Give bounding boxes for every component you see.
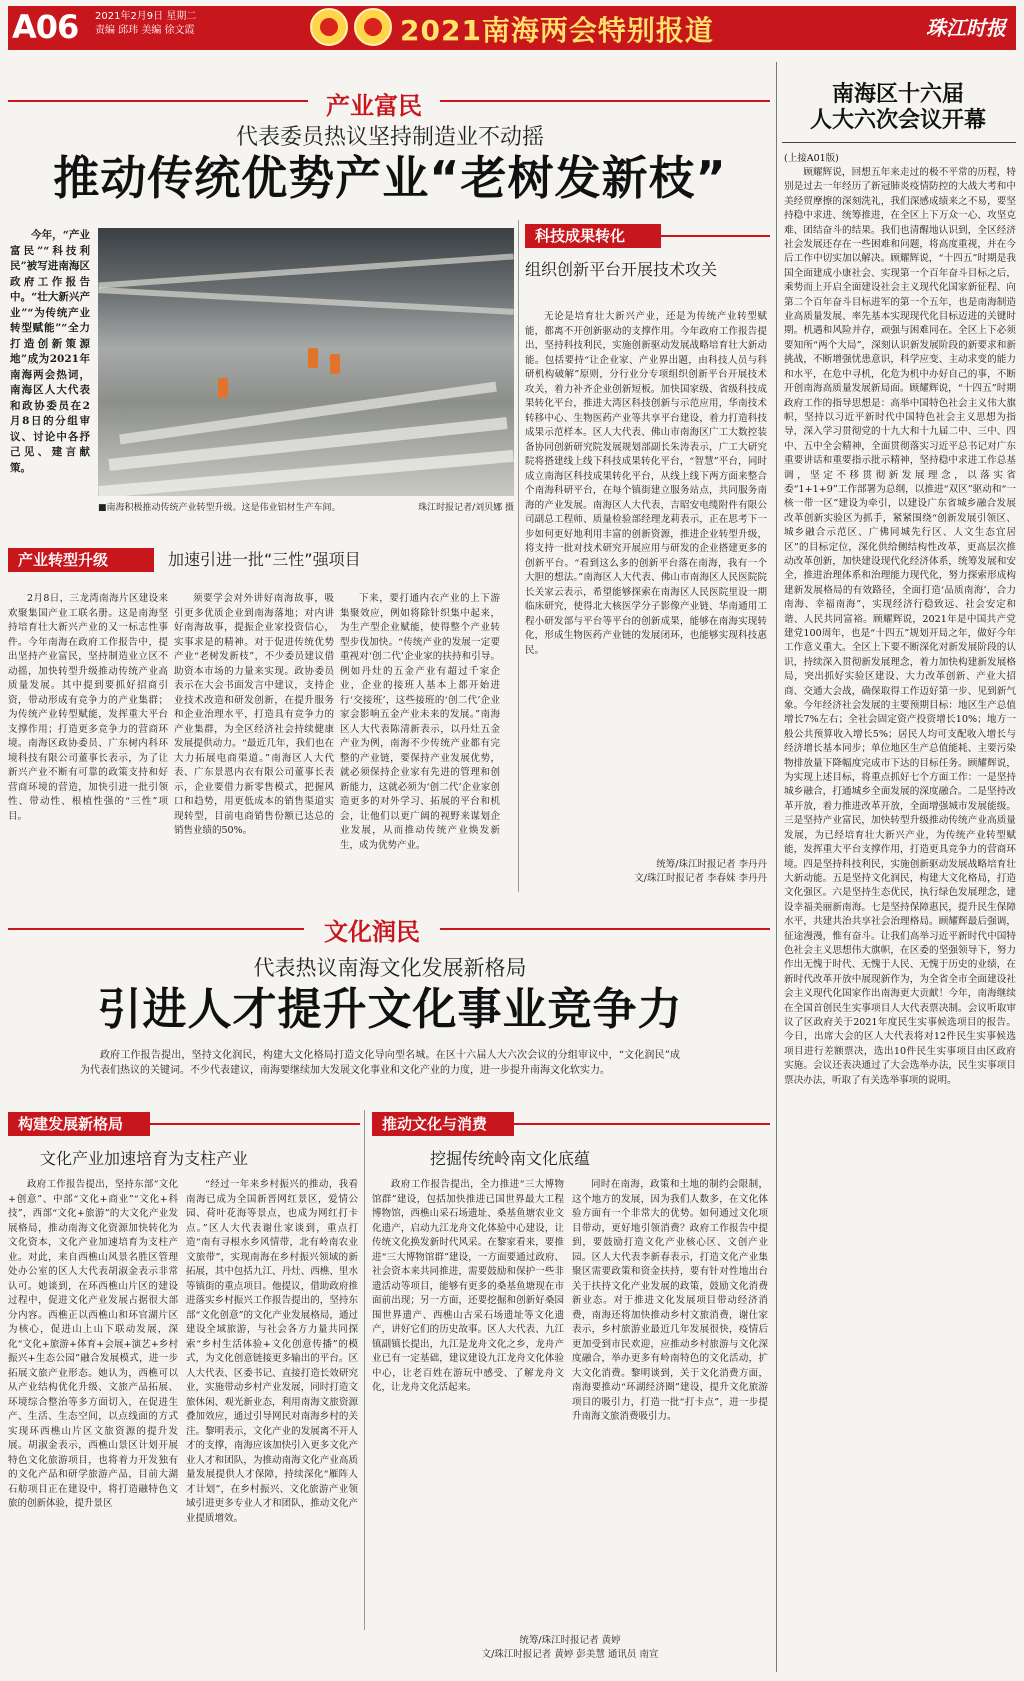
national-emblem-icon — [310, 8, 348, 46]
culture-col-2-text: “经过一年来乡村振兴的推动，我看南海已成为全国新晋网红景区，爱情公园、荷叶花海等景点，也成为网红打卡点。”区人大代表谢仕家谈到，重点打造“南有寻根水乡风情带，北有岭南农业文旅带”，实现南海在乡村振兴领域的新拓展，其中包括九江、丹灶、西樵、里水等镇街的重点项目。他提议，借助政府推进落实乡村振兴工作报告提出的，坚持东部“文化创意”的文化产业发展格局，通过建设全域旅游，与社会各方力量共同探索“乡村生活体验+文化创意传播”的模式，为文化创意链接更多输出的平台。区人大代表、区委书记、直接打造长效研究业，实施带动乡村产业发展，同时打造文旅休闲、观光新业态，利用南海文旅资源叠加效应，通过引导网民对南海乡村的关注。黎明表示，文化产业的发展离不开人才的支撑，南海应该加快引入更多文化产业人才和团队，为推动南海文化产业高质量发展提供人才保障，持续深化“雁阵人才计划”，在乡村振兴、文化旅游产业领域引进更多专业人才和团队，推动文化产业提质增效。 — [186, 1179, 358, 1524]
article2-credit: 统筹/珠江时报记者 黄婷 文/珠江时报记者 黄婷 彭美慧 通讯员 南宣 — [481, 1635, 659, 1660]
culture-col-1-text: 政府工作报告提出，坚持东部“文化+创意”、中部“文化+商业”“文化+科技”，西部“文化+旅游”的大文化产业发展格局，推动南海文化资源加快转化为文化资本，文化产业加速培育为支柱产业。对此，来自西樵山风景名胜区管理处办公室的区人大代表胡淑金表示非常认可。她谈到，在环西樵山片区的建设过程中，促进文化产业发展占据很大部分内容。西樵正以西樵山和环官湖片区为核心，促进山上山下联动发展，深化“文化+旅游+体育+会展+演艺+乡村振兴+生态公园”融合发展模式，进一步拓展文旅产业形态。她认为，西樵可以从产业结构优化升级、文旅产品拓展、环境综合整治等多方面切入，在促进生产、生活、生态空间，以点线面的方式实现环西樵山片区文旅资源的提升发展。胡淑金表示，西樵山景区计划开展特色文化旅游项目，也将着力开发独有的文化产品和研学旅游产品，目前大湖石舫项目正在建设中，将打造融特色文旅的创新体验，提升景区 — [8, 1179, 178, 1509]
section-title-pattern: 文化产业加速培育为支柱产业 — [40, 1149, 249, 1168]
page-header — [0, 0, 1024, 54]
section-label-consumption: 推动文化与消费 — [372, 1112, 514, 1136]
page-number: A06 — [12, 8, 79, 46]
culture-col-3 — [372, 1178, 564, 1618]
kicker-rule-right — [440, 100, 770, 102]
industry-col-3-text: 下来，要打通内衣产业的上下游集聚效应，例如将除针织集中起来，为生产型企业赋能，使得整个产业转型步伐加快。“传统产业的发展一定要重视对‘创二代’企业家的扶持和引导。例如丹灶的五金产业有超过千家企业，企业的接班人基本上都开始进行‘交接班’，这些接班的‘创二代’企业家会影响五金产业未来的发展。”南海区人大代表陈清新表示，以丹灶五金产业为例，南海不少传统产业都有完整的产业链，要保持产业发展优势，就必须保持企业家有先进的管理和创新能力，这就必须为‘创二代’企业家创造更多的对外学习、拓展的平台和机会，让他们以更广阔的视野来谋划企业发展，从而推动传统产业焕发新生，成为优势产业。 — [340, 593, 500, 851]
article2-headline: 引进人才提升文化事业竞争力 — [97, 984, 683, 1035]
industry-col-1 — [8, 592, 168, 888]
section-rule-pattern — [150, 1123, 360, 1125]
section-label-industry: 产业转型升级 — [8, 548, 154, 572]
article1-kicker — [308, 86, 440, 121]
kicker2-rule-right — [440, 928, 770, 930]
section-label-tech: 科技成果转化 — [525, 224, 661, 248]
sidebar-body — [784, 166, 1016, 1666]
culture-divider — [364, 1110, 365, 1630]
factory-photo — [98, 228, 514, 496]
section-label-pattern: 构建发展新格局 — [8, 1112, 150, 1136]
industry-col-2-text: 须要学会对外讲好南海故事，吸引更多优质企业到南海落地；对内讲好南海故事，提振企业家投资信心，实事求是的精神。对于促进传统优势产业“老树发新枝”，不少委员建议借助资本市场的力量来实现。政协委员表示在大会书面发言中建议，支持企业技术改造和研发创新，在提升服务和企业治理水平，打造具有竞争力的产业集群，为全区经济社会持续健康发展提供动力。“最近几年，我们也在大力拓展电商渠道。”南海区人大代表、广东景恩内衣有限公司董事长表示，企业要借力新零售模式，把握风口和趋势，用更低成本的销售渠道实现转型，目前电商销售份额已达总的销售业绩的50%。 — [174, 593, 334, 836]
special-report-title: 2021南海两会特别报道 — [400, 14, 714, 47]
article1-lead — [10, 228, 90, 508]
industry-col-2 — [174, 592, 334, 888]
industry-col-1-text: 2月8日，三龙湾南海片区建设来欢聚集国产业工联名册。这是南海坚持培育壮大新兴产业的又一标志性事件。今年南海在政府工作报告中，提出坚持产业富民，坚持制造业立区不动摇，加快转型升级推动传统产业高质量发展。其中提到要抓好招商引资，带动形成有竞争力的产业集群；为传统产业转型赋能，发挥重大平台支撑作用；打造更多竞争力的营商环境。南海区政协委员、广东树内科环境科技有限公司董事长表示，为了让新兴产业不断有可靠的政策支持和好营商环境的营造，加快引进一批引领性、带动性、根植性强的“三性”项目。 — [8, 593, 168, 822]
industry-col-3 — [340, 592, 500, 888]
article2-kicker — [304, 912, 440, 947]
column-divider — [518, 220, 519, 892]
culture-col-4-text: 同时在南海，政策和土地的制约会限制，这个地方的发展，因为我们人数多，在文化体验方面有一个非常大的优势。如何通过文化项目带动，更好地引领消费？政府工作报告中提到，要鼓励打造文化产业核心区、文创产业园。区人大代表李新春表示，打造文化产业集聚区需要政策和资金扶持，要有针对性地出台关于扶持文化产业发展的政策，鼓励文化消费新业态。对于推进文化发展项目带动经济消费，南海还将加快推动乡村文旅消费，谢仕家表示，乡村旅游业最近几年发展很快，疫情后更加受到市民欢迎，应推动乡村旅游与文化深度融合，举办更多有岭南特色的文化活动，扩大文化消费。黎明谈到，关于文化消费方面，南海要推动“环湖经济圈”建设，提升文化旅游项目的吸引力，打造一批“打卡点”，进一步提升南海文旅消费吸引力。 — [572, 1179, 768, 1422]
sidebar-body-text: 顾耀辉说，回想五年来走过的极不平常的历程，特别是过去一年经历了新冠肺炎疫情防控的大战大考和中美经贸摩擦的深刻洗礼，我们深感成绩来之不易，要坚持稳中求进、统筹推进，在全区上下万众一心、攻坚克难、团结奋斗的结果。我们也清醒地认识到，全区经济社会发展还存在一些困难和问题，将高度重视，并在今后工作中切实加以解决。顾耀辉说，“十四五”时期是我国全面建成小康社会、实现第一个百年奋斗目标之后，乘势而上开启全面建设社会主义现代化国家新征程、向第二个百年奋斗目标进军的第一个五年，也是南海制造业高质量发展、率先基本实现现代化目标迈进的关键时期。机遇和风险并存，顽强与困难同在。全区上下必须要知所“两个大局”，深刻认识新发展阶段的新要求和新挑战，不断增强忧患意识，科学应变、主动求变的能力和水平，在危中寻机，化危为机中办好自己的事，不断开创南海高质量发展新局面。顾耀辉说，“十四五”时期政府工作的指导思想是：高举中国特色社会主义伟大旗帜，坚持以习近平新时代中国特色社会主义思想为指导，深入学习贯彻党的十九大和十九届二中、三中、四中、五中全会精神，全面贯彻落实习近平总书记对广东重要讲话和重要指示批示精神，坚持稳中求进工作总基调，坚定不移贯彻新发展理念，以落实省委“1+1+9”工作部署为总纲，以推进“双区”驱动和“一核一带一区”建设为牵引，以建设广东省城乡融合发展改革创新实验区为抓手，紧紧围绕“创新发展引领区、城乡融合示范区、广佛同城先行区、人文生态宜居区”的目标定位，深化供给侧结构性改革，更高层次推动改革创新，加快建设现代化经济体系，统筹发展和安全，推进治理体系和治理能力现代化，努力探索形成构建新发展格局的有效路径，全面打造‘品质南海’，合力南海、幸福南海”，实现经济行稳致远、社会安定和谐、人民共同富裕。顾耀辉说，2021年是中国共产党建党100周年，也是“十四五”规划开局之年，做好今年工作意义重大。全区上下要不断深化对新发展阶段的认识，持续深入贯彻新发展理念，着力加快构建新发展格局，突出抓好实验区建设、大力改革创新、产业大招商、交通大会战，确保取得工作迈好第一步、见到新气象。今年经济社会发展的主要预期目标：地区生产总值增长7%左右；全社会固定资产投资增长10%；地方一般公共预算收入增长5%；居民人均可支配收入增长与经济增长基本同步；单位地区生产总值能耗、主要污染物排放量下降幅度完成市下达的目标任务。顾耀辉说，为实现上述目标，将重点抓好七个方面工作：一是坚持城乡融合，打通城乡全面发展的深度融合。二是坚持改革开放，着力推进改革开放，全面增强城市发展能级。三是坚持产业富民，加快转型升级推动传统产业高质量发展，为已经培育壮大新兴产业，为传统产业转型赋能，发挥重大平台支撑作用，打造更具竞争力的营商环境。四是坚持科技利民，实施创新驱动发展战略培育壮大新动能。五是坚持文化润民，构建大文化格局，打造文化强区。六是坚持生态优民，执行绿色发展理念，建设幸福美丽新南海。七是坚持保障惠民，提升民生保障水平，共建共治共享社会治理格局。顾耀辉最后强调，征途漫漫，惟有奋斗。让我们高举习近平新时代中国特色社会主义思想伟大旗帜，在区委的坚强领导下，努力作出无愧于时代、无愧于人民、无愧于历史的业绩，在新时代改革开放中展现新作为，为全省全市全面建设社会主义现代化国家作出南海更大贡献！今年，南海继续在全国首创民生实事项目人大代表票决制。会议听取审议了区政府关于2021年度民生实事候选项目的报告。今日，出席大会的区人大代表将对12件民生实事候选项目进行差额票决，选出10件民生实事项目由区政府实施。会议还表决通过了大会选举办法，民生实事项目票决办法，听取了有关选举事项的说明。 — [784, 167, 1016, 1086]
kicker2-rule-left — [8, 928, 304, 930]
sidebar-headline-line1: 南海区十六届 — [831, 82, 964, 107]
article2-subtitle: 代表热议南海文化发展新格局 — [253, 956, 527, 980]
culture-col-3-text: 政府工作报告提出，全力推进“三大博物馆群”建设，包括加快推进已国世界最大工程博物馆，西樵山采石场遗址、桑基鱼塘农业文化遗产，启动九江龙舟文化体验中心建设，让传统文化换发新时代风采。在黎家看来，要推进“三大博物馆群”建设，一方面要通过政府、社会资本来共同推进，需要鼓励和保护一些非遗活动等项目，能够有更多的桑基鱼塘现在市面前出现；另一方面，还要挖掘和创新好桑园围世界遗产、西樵山古采石场遗址等文化遗产，讲好它们的历史故事。区人大代表、九江镇副镇长提出，九江是龙舟文化之乡，龙舟产业已有一定基础，建议建设九江龙舟文化体验中心，让老百姓在游玩中感受、了解龙舟文化，让龙舟文化活起来。 — [372, 1179, 564, 1393]
culture-col-1 — [8, 1178, 178, 1672]
sidebar-continued: (上接A01版) — [784, 153, 839, 164]
section-rule-consumption — [514, 1123, 770, 1125]
sidebar-rule — [782, 142, 1016, 143]
culture-col-4 — [572, 1178, 768, 1618]
newspaper-logo: 珠江时报 — [926, 16, 1006, 40]
culture-col-2 — [186, 1178, 358, 1672]
article1-subtitle: 代表委员热议坚持制造业不动摇 — [235, 125, 544, 150]
section-title-consumption: 挖掘传统岭南文化底蕴 — [430, 1149, 591, 1168]
article2-lead-text: 政府工作报告提出，坚持文化润民，构建大文化格局打造文化导向型名城。在区十六届人大六次会议的分组审议中，“文化润民”成为代表们热议的关键词。不少代表建议，南海要继续加大发展文化事业和文化产业的力度，进一步提升南海文化软实力。 — [80, 1050, 680, 1076]
issue-date: 2021年2月9日 星期二 — [95, 11, 197, 22]
sidebar-divider — [776, 62, 777, 1672]
article2-lead — [80, 1048, 680, 1100]
sidebar-headline — [780, 82, 1016, 134]
article1-credit: 统筹/珠江时报记者 李丹丹 文/珠江时报记者 李春妹 李丹丹 — [634, 859, 767, 884]
photo-caption: ■南海积极推动传统产业转型升级。这是伟业铝材生产车间。 — [98, 503, 341, 513]
article1-kicker-text: 产业富民 — [326, 91, 422, 120]
tech-body-text: 无论是培育壮大新兴产业，还是为传统产业转型赋能，都离不开创新驱动的支撑作用。今年政府工作报告提出，坚持科技利民，实施创新驱动发展战略培育壮大新动能。包括要持“让企业家、产业界出题，由科技人员与科研机构破解”原则，分行业分专项组织创新平台开展技术攻关，着力补齐企业创新短板。加快国家级、省级科技成果转化平台，推进大湾区科技创新与示范应用，华南技术转移中心、生物医药产业等共享平台建设，着力打造科技成果示范样本。区人大代表、佛山市南海区广工大数控装备协同创新研究院发展规划部副长朱涛表示，广工大研究院将搭建线上线下科技成果转化平台，“智慧”平台，同时成立南海区科技成果转化平台，从线上线下两方面来整合个南海科研平台，在每个镇街建立服务站点，共同服务南海的产业发展。南海区人大代表，吉昭安电缆附件有限公司副总工程师、质量检验部经理龙莉表示，正在思考下一步如何更好地利用丰富的创新资源，推进企业转型升级，将支持一批对技术研究开展应用与研发的企业搭建更多的创新平台。“看到这么多的创新平台落在南海，我有一个大胆的想法。”南海区人大代表、佛山市南海区人民医院院长关家云表示，希望能够探索在南海区人民医院里设一期临床研究，使得北大核医学分子影像产业链、华南通用工程小研发部与平台等平台的创新成果，能够在南海实现转化，形成生物医药产业链的发展闭环，也能够实现科技惠民。 — [525, 311, 767, 656]
cppcc-emblem-icon — [354, 8, 392, 46]
editors-line: 责编 邱玮 美编 徐文霞 — [95, 25, 195, 36]
section-rule-tech — [661, 235, 770, 237]
sidebar-headline-line2: 人大六次会议开幕 — [809, 108, 986, 133]
kicker-rule-left — [8, 100, 308, 102]
photo-credit: 珠江时报记者/刘贝娜 摄 — [418, 503, 514, 513]
article1-lead-text: 今年，“产业富民”“科技利民”被写进南海区政府工作报告中。“壮大新兴产业”“为传统产业转型赋能”“全力打造创新策源地”成为2021年南海两会热词，南海区人大代表和政协委员在2月8日的分组审议、讨论中各抒己见、建言献策。 — [10, 229, 90, 474]
header-date-line — [95, 10, 196, 38]
article1-tech-body — [525, 310, 767, 842]
article1-headline: 推动传统优势产业“老树发新枝” — [53, 151, 727, 205]
section-title-industry: 加速引进一批“三性”强项目 — [168, 550, 361, 569]
section-title-tech: 组织创新平台开展技术攻关 — [525, 260, 718, 279]
article2-kicker-text: 文化润民 — [324, 917, 420, 946]
